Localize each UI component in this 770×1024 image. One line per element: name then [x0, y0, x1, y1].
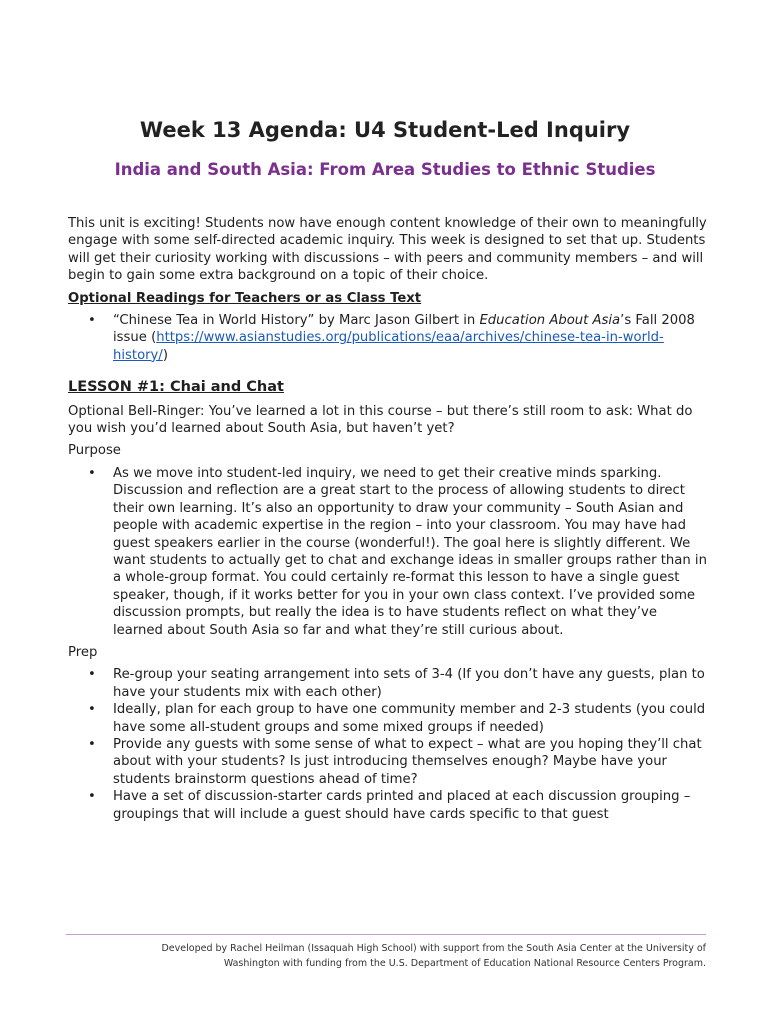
reading-publication: Education About Asia: [479, 313, 621, 329]
list-item: • As we move into student-led inquiry, we need to get their creative minds sparking. Discussion and reflection are a great start to the process of allowing students to direct their own learning. It’s also an opportunity to draw your community – South Asian and people with academic expertise in the region – into your classroom. You may have had guest speakers earlier in the course (wonderful!). The goal here is slightly different. We want students to actually get to chat and exchange ideas in smaller groups rather than in a whole-group format. You could certainly re-format this lesson to have a single guest speaker, though, if it works better for you in your own class context. I’ve provided some discussion prompts, but really the idea is to have students reflect on what they’ve learned about South Asia so far and what they’re still curious about.: [68, 465, 708, 639]
list-item: • Re-group your seating arrangement into sets of 3-4 (If you don’t have any guests, plan to have your students mix with each other): [68, 666, 708, 701]
page-subtitle: India and South Asia: From Area Studies to Ethnic Studies: [114, 160, 656, 179]
reading-suffix: ): [162, 347, 168, 363]
readings-list: [68, 312, 708, 364]
readings-heading: Optional Readings for Teachers or as Class Text: [68, 290, 422, 306]
page-footer: [66, 941, 706, 971]
list-item: • Have a set of discussion-starter cards printed and placed at each discussion grouping – groupings that will include a guest should have cards specific to that guest: [68, 788, 708, 823]
bellringer-paragraph: Optional Bell-Ringer: You’ve learned a lot in this course – but there’s still room to ask: What do you wish you’d learned about South Asia, but haven’t yet?: [68, 403, 693, 437]
prep-label: Prep: [68, 644, 98, 660]
purpose-list: [68, 465, 708, 639]
footer-line: Washington with funding from the U.S. Department of Education National Resource Centers Program.: [223, 958, 706, 969]
document-body: [68, 215, 708, 823]
intro-paragraph: This unit is exciting! Students now have enough content knowledge of their own to meaningfully engage with some self-directed academic inquiry. This week is designed to set that up. Students will get their curiosity working with discussions – with peers and community members – and will begin to gain some extra background on a topic of their choice.: [68, 216, 707, 284]
reading-prefix: “Chinese Tea in World History” by Marc Jason Gilbert in: [113, 313, 480, 329]
reading-mid: ’s Fall 2008 issue (: [113, 313, 695, 346]
reading-link[interactable]: https://www.asianstudies.org/publications/eaa/archives/chinese-tea-in-world-history/: [113, 330, 664, 363]
list-item: [68, 312, 708, 364]
footer-divider: [66, 934, 706, 935]
prep-list: [68, 666, 708, 823]
list-item: • Ideally, plan for each group to have one community member and 2-3 students (you could have some all-student groups and some mixed groups if needed): [68, 701, 708, 736]
purpose-label: Purpose: [68, 443, 121, 459]
list-item: • Provide any guests with some sense of what to expect – what are you hoping they’ll chat about with your students? Is just introducing themselves enough? Maybe have your students brainstorm questions ahead of time?: [68, 736, 708, 788]
page-title: Week 13 Agenda: U4 Student-Led Inquiry: [139, 118, 631, 142]
lesson-title: LESSON #1: Chai and Chat: [68, 379, 284, 396]
footer-line: Developed by Rachel Heilman (Issaquah High School) with support from the South Asia Center at the University of: [161, 943, 706, 954]
